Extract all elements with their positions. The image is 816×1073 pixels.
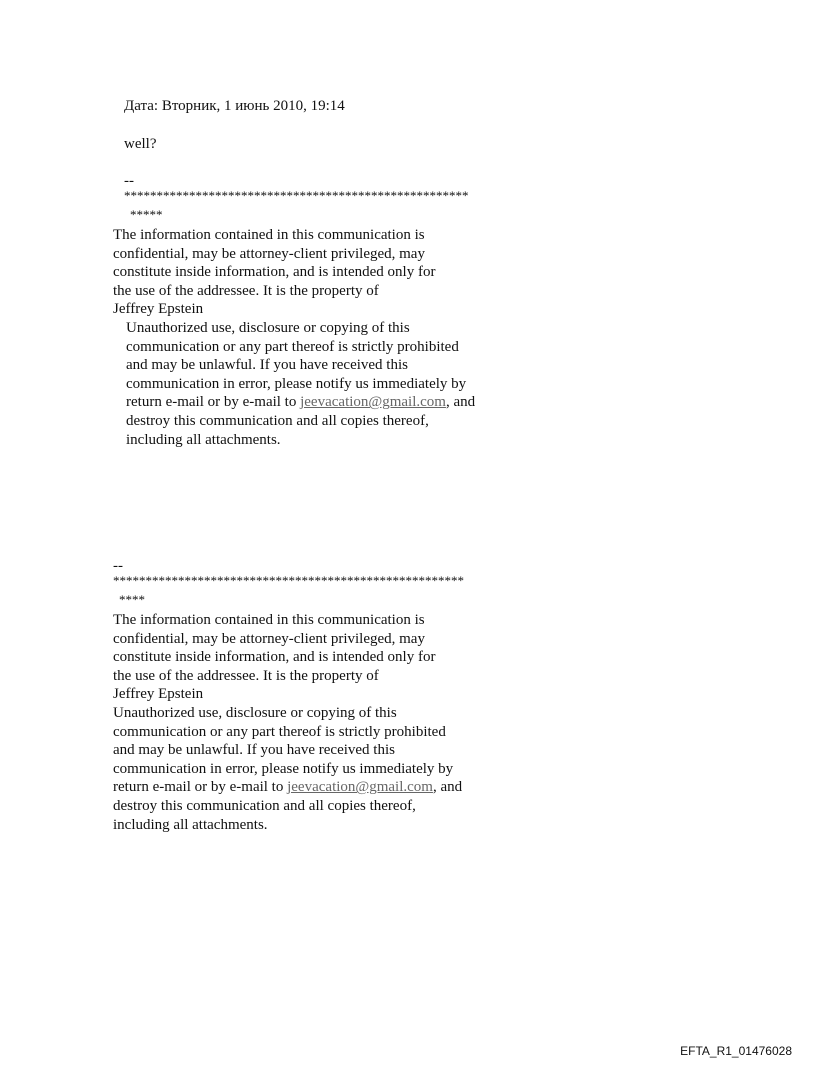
return-prefix: return e-mail or by e-mail to xyxy=(126,394,301,411)
disclaimer-line: destroy this communication and all copies thereof, xyxy=(126,412,429,429)
disclaimer-line: communication or any part thereof is strictly prohibited xyxy=(126,338,459,355)
disclaimer-line: Unauthorized use, disclosure or copying of this xyxy=(126,319,410,336)
email-link[interactable]: jeevacation@gmail.com xyxy=(300,394,446,411)
disclaimer-line: and may be unlawful. If you have received this xyxy=(126,357,408,374)
disclaimer-return-line xyxy=(126,393,475,412)
disclaimer-line: communication in error, please notify us immediately by xyxy=(113,760,454,777)
disclaimer-line: The information contained in this communication is xyxy=(113,612,425,628)
disclaimer-line: confidential, may be attorney-client privileged, may xyxy=(113,245,425,262)
disclaimer-line: including all attachments. xyxy=(113,816,268,833)
signature-dash: -- xyxy=(124,173,134,189)
disclaimer-line: communication in error, please notify us immediately by xyxy=(126,375,467,392)
return-prefix: return e-mail or by e-mail to xyxy=(113,779,288,796)
email-date-line: Дата: Вторник, 1 июнь 2010, 19:14 xyxy=(124,98,345,114)
signature-stars-short: ***** xyxy=(130,207,163,222)
signature-stars-long: ****************************************************** xyxy=(113,573,464,588)
signature-stars-long: ***************************************************** xyxy=(124,188,469,203)
return-suffix: , and xyxy=(445,394,476,411)
disclaimer-line: and may be unlawful. If you have received this xyxy=(113,742,395,759)
disclaimer-text-1 xyxy=(113,226,475,449)
disclaimer-line: communication or any part thereof is strictly prohibited xyxy=(113,723,446,740)
disclaimer-line: Unauthorized use, disclosure or copying of this xyxy=(113,704,397,721)
disclaimer-line: Jeffrey Epstein xyxy=(113,686,204,703)
email-link[interactable]: jeevacation@gmail.com xyxy=(287,779,433,796)
disclaimer-line: destroy this communication and all copies thereof, xyxy=(113,797,416,814)
document-id: EFTA_R1_01476028 xyxy=(680,1044,792,1058)
return-suffix: , and xyxy=(432,779,463,796)
disclaimer-line: Jeffrey Epstein xyxy=(113,301,204,318)
disclaimer-line: the use of the addressee. It is the property of xyxy=(113,282,379,299)
disclaimer-line: confidential, may be attorney-client privileged, may xyxy=(113,630,425,647)
disclaimer-line: constitute inside information, and is intended only for xyxy=(113,649,436,666)
disclaimer-return-line xyxy=(113,778,462,797)
signature-dash: -- xyxy=(113,558,123,574)
disclaimer-line: The information contained in this communication is xyxy=(113,227,425,243)
signature-stars-short: **** xyxy=(119,592,145,607)
disclaimer-line: constitute inside information, and is intended only for xyxy=(113,264,436,281)
email-message: well? xyxy=(124,136,157,152)
disclaimer-line: the use of the addressee. It is the property of xyxy=(113,667,379,684)
disclaimer-line: including all attachments. xyxy=(126,431,281,448)
disclaimer-text-2 xyxy=(113,611,462,834)
